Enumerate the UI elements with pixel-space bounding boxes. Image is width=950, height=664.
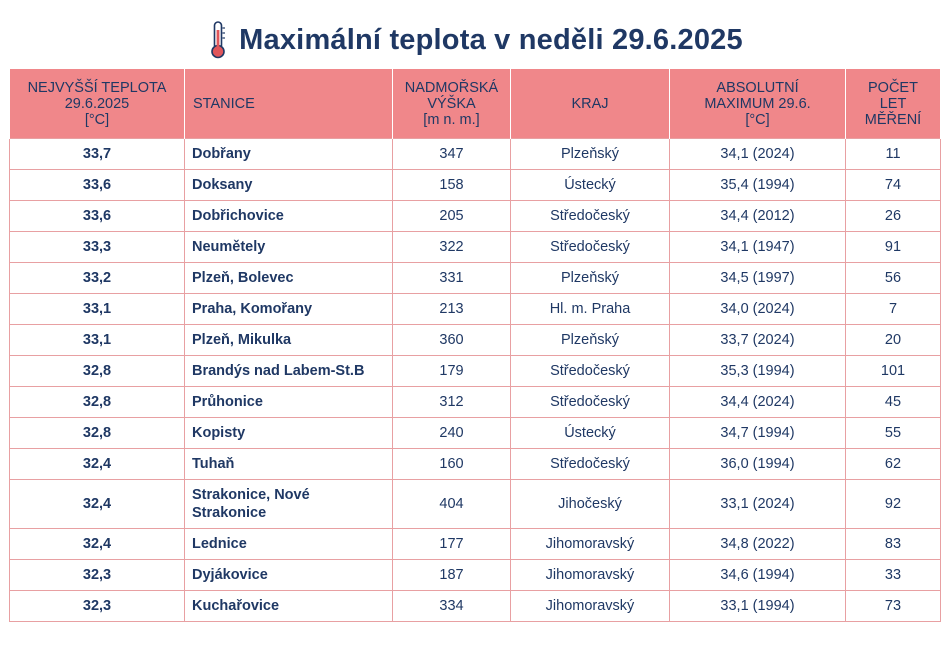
- title-bar: [0, 14, 950, 66]
- cell-years: 91: [846, 232, 941, 263]
- cell-absolute-max: 34,0 (2024): [670, 294, 846, 325]
- cell-altitude: 179: [393, 356, 511, 387]
- cell-absolute-max: 33,1 (2024): [670, 480, 846, 529]
- cell-absolute-max: 34,8 (2022): [670, 529, 846, 560]
- cell-station: Kopisty: [185, 418, 393, 449]
- cell-station: Lednice: [185, 529, 393, 560]
- cell-max-temp: 33,7: [10, 139, 185, 170]
- cell-region: Jihomoravský: [511, 560, 670, 591]
- cell-max-temp: 33,6: [10, 170, 185, 201]
- cell-max-temp: 32,3: [10, 591, 185, 622]
- header-region: KRAJ: [511, 69, 670, 139]
- cell-altitude: 160: [393, 449, 511, 480]
- cell-station: Plzeň, Bolevec: [185, 263, 393, 294]
- cell-station: Dyjákovice: [185, 560, 393, 591]
- cell-max-temp: 33,6: [10, 201, 185, 232]
- cell-station: Dobřany: [185, 139, 393, 170]
- table-row: [10, 325, 941, 356]
- cell-absolute-max: 35,4 (1994): [670, 170, 846, 201]
- cell-absolute-max: 34,1 (2024): [670, 139, 846, 170]
- cell-altitude: 240: [393, 418, 511, 449]
- cell-region: Plzeňský: [511, 263, 670, 294]
- header-altitude: NADMOŘSKÁ VÝŠKA [m n. m.]: [393, 69, 511, 139]
- header-row: [10, 69, 941, 139]
- table-row: [10, 480, 941, 529]
- cell-years: 7: [846, 294, 941, 325]
- page-title: Maximální teplota v neděli 29.6.2025: [239, 23, 743, 56]
- cell-altitude: 205: [393, 201, 511, 232]
- cell-altitude: 404: [393, 480, 511, 529]
- cell-years: 33: [846, 560, 941, 591]
- table-row: [10, 356, 941, 387]
- table-row: [10, 591, 941, 622]
- cell-region: Ústecký: [511, 418, 670, 449]
- cell-altitude: 187: [393, 560, 511, 591]
- cell-altitude: 322: [393, 232, 511, 263]
- cell-region: Jihomoravský: [511, 529, 670, 560]
- cell-station: Průhonice: [185, 387, 393, 418]
- cell-max-temp: 33,3: [10, 232, 185, 263]
- cell-region: Středočeský: [511, 201, 670, 232]
- table-row: [10, 263, 941, 294]
- cell-region: Ústecký: [511, 170, 670, 201]
- cell-years: 73: [846, 591, 941, 622]
- cell-absolute-max: 33,7 (2024): [670, 325, 846, 356]
- cell-station: Neumětely: [185, 232, 393, 263]
- cell-max-temp: 32,4: [10, 449, 185, 480]
- cell-max-temp: 33,1: [10, 325, 185, 356]
- cell-absolute-max: 34,4 (2012): [670, 201, 846, 232]
- cell-years: 62: [846, 449, 941, 480]
- cell-max-temp: 32,3: [10, 560, 185, 591]
- cell-station: Doksany: [185, 170, 393, 201]
- cell-max-temp: 33,2: [10, 263, 185, 294]
- cell-max-temp: 32,8: [10, 356, 185, 387]
- cell-altitude: 158: [393, 170, 511, 201]
- cell-station: Kuchařovice: [185, 591, 393, 622]
- cell-region: Hl. m. Praha: [511, 294, 670, 325]
- cell-absolute-max: 34,1 (1947): [670, 232, 846, 263]
- cell-station: Tuhaň: [185, 449, 393, 480]
- cell-altitude: 334: [393, 591, 511, 622]
- cell-max-temp: 32,8: [10, 418, 185, 449]
- cell-years: 101: [846, 356, 941, 387]
- header-station: STANICE: [185, 69, 393, 139]
- cell-years: 74: [846, 170, 941, 201]
- cell-region: Středočeský: [511, 449, 670, 480]
- cell-altitude: 331: [393, 263, 511, 294]
- cell-max-temp: 33,1: [10, 294, 185, 325]
- thermometer-icon: [207, 20, 229, 60]
- cell-absolute-max: 34,4 (2024): [670, 387, 846, 418]
- cell-absolute-max: 34,6 (1994): [670, 560, 846, 591]
- cell-years: 56: [846, 263, 941, 294]
- cell-years: 11: [846, 139, 941, 170]
- cell-years: 83: [846, 529, 941, 560]
- cell-absolute-max: 33,1 (1994): [670, 591, 846, 622]
- cell-absolute-max: 34,7 (1994): [670, 418, 846, 449]
- cell-region: Plzeňský: [511, 139, 670, 170]
- cell-station: Strakonice, Nové Strakonice: [185, 480, 393, 529]
- table-row: [10, 449, 941, 480]
- cell-station: Dobřichovice: [185, 201, 393, 232]
- temperature-table: [9, 69, 941, 622]
- cell-years: 26: [846, 201, 941, 232]
- table-row: [10, 170, 941, 201]
- cell-region: Jihomoravský: [511, 591, 670, 622]
- cell-region: Středočeský: [511, 232, 670, 263]
- cell-max-temp: 32,4: [10, 529, 185, 560]
- cell-station: Plzeň, Mikulka: [185, 325, 393, 356]
- table-row: [10, 529, 941, 560]
- table-row: [10, 418, 941, 449]
- table-row: [10, 201, 941, 232]
- table-row: [10, 560, 941, 591]
- cell-altitude: 177: [393, 529, 511, 560]
- cell-max-temp: 32,8: [10, 387, 185, 418]
- cell-altitude: 360: [393, 325, 511, 356]
- header-max-temp: NEJVYŠŠÍ TEPLOTA 29.6.2025 [°C]: [10, 69, 185, 139]
- cell-absolute-max: 34,5 (1997): [670, 263, 846, 294]
- cell-station: Praha, Komořany: [185, 294, 393, 325]
- cell-altitude: 213: [393, 294, 511, 325]
- cell-absolute-max: 35,3 (1994): [670, 356, 846, 387]
- table-row: [10, 294, 941, 325]
- table-row: [10, 139, 941, 170]
- header-years-measured: POČET LET MĚŘENÍ: [846, 69, 941, 139]
- cell-altitude: 312: [393, 387, 511, 418]
- cell-max-temp: 32,4: [10, 480, 185, 529]
- cell-years: 20: [846, 325, 941, 356]
- cell-altitude: 347: [393, 139, 511, 170]
- cell-region: Plzeňský: [511, 325, 670, 356]
- cell-years: 92: [846, 480, 941, 529]
- cell-region: Středočeský: [511, 356, 670, 387]
- cell-region: Středočeský: [511, 387, 670, 418]
- cell-region: Jihočeský: [511, 480, 670, 529]
- table-row: [10, 232, 941, 263]
- cell-years: 45: [846, 387, 941, 418]
- table-row: [10, 387, 941, 418]
- cell-station: Brandýs nad Labem-St.B: [185, 356, 393, 387]
- header-absolute-max: ABSOLUTNÍ MAXIMUM 29.6. [°C]: [670, 69, 846, 139]
- cell-years: 55: [846, 418, 941, 449]
- cell-absolute-max: 36,0 (1994): [670, 449, 846, 480]
